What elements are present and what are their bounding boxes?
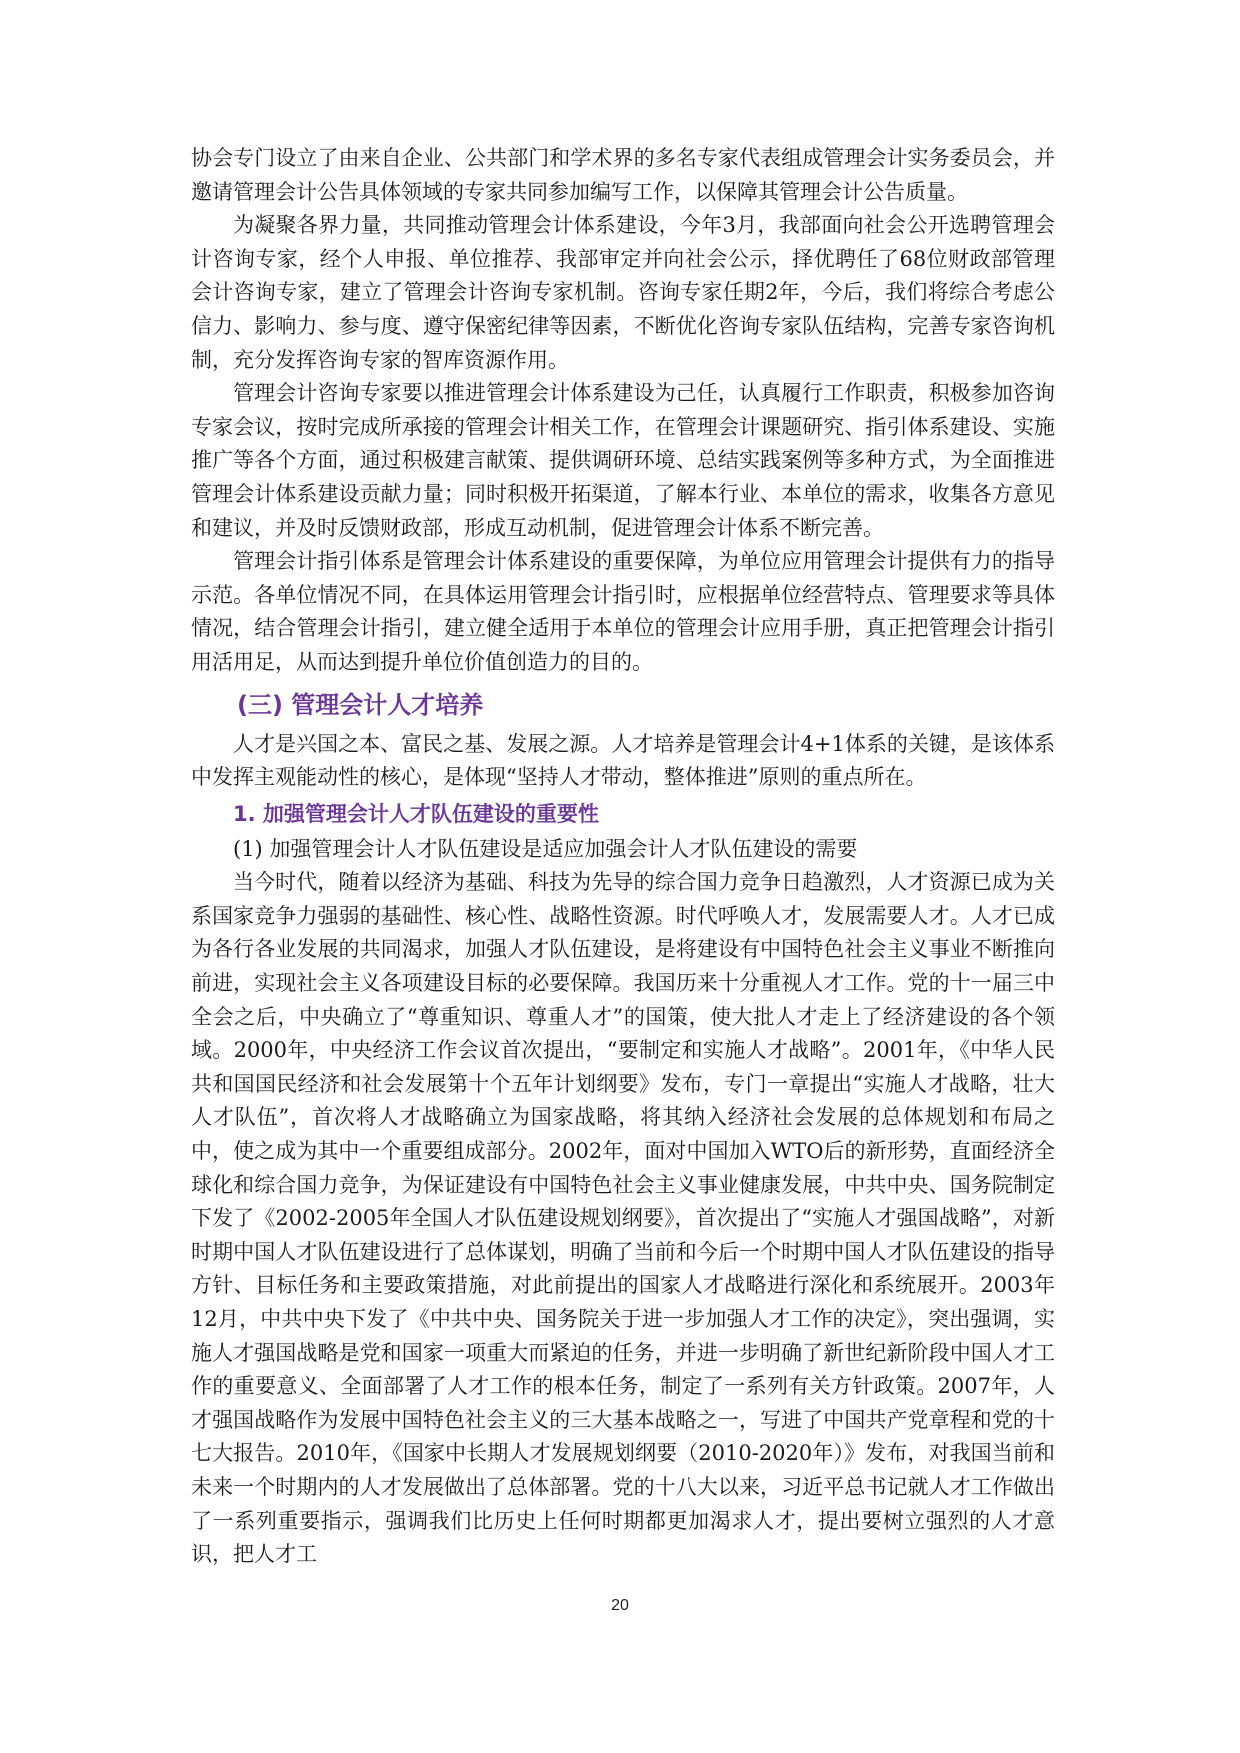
paragraph-consultant-selection: 为凝聚各界力量，共同推动管理会计体系建设，今年3月，我部面向社会公开选聘管理会计咨询专家，经个人申报、单位推荐、我部审定并向社会公示，择优聘任了68位财政部管理会计咨询专家，建立了管理会计咨询专家机制。咨询专家任期2年，今后，我们将综合考虑公信力、影响力、参与度、遵守保密纪律等因素，不断优化咨询专家队伍结构，完善专家咨询机制，充分发挥咨询专家的智库资源作用。 [191, 213, 1055, 372]
paragraph-consultant-duties: 管理会计咨询专家要以推进管理会计体系建设为己任，认真履行工作职责，积极参加咨询专家会议，按时完成所承接的管理会计相关工作，在管理会计课题研究、指引体系建设、实施推广等各个方面，通过积极建言献策、提供调研环境、总结实践案例等多种方式，为全面推进管理会计体系建设贡献力量；同时积极开拓渠道，了解本行业、本单位的需求，收集各方意见和建议，并及时反馈财政部，形成互动机制，促进管理会计体系不断完善。 [191, 381, 1055, 540]
history-paragraph: 当今时代，随着以经济为基础、科技为先导的综合国力竞争日趋激烈，人才资源已成为关系国家竞争力强弱的基础性、核心性、战略性资源。时代呼唤人才，发展需要人才。人才已成为各行各业发展的共同渴求，加强人才队伍建设，是将建设有中国特色社会主义事业不断推向前进，实现社会主义各项建设目标的必要保障。我国历来十分重视人才工作。党的十一届三中全会之后，中央确立了“尊重知识、尊重人才”的国策，使大批人才走上了经济建设的各个领域。2000年，中央经济工作会议首次提出，“要制定和实施人才战略”。2001年，《中华人民共和国国民经济和社会发展第十个五年计划纲要》发布，专门一章提出“实施人才战略，壮大人才队伍”，首次将人才战略确立为国家战略，将其纳入经济社会发展的总体规划和布局之中，使之成为其中一个重要组成部分。2002年，面对中国加入WTO后的新形势，直面经济全球化和综合国力竞争，为保证建设有中国特色社会主义事业健康发展，中共中央、国务院制定下发了《2002-2005年全国人才队伍建设规划纲要》，首次提出了“实施人才强国战略”，对新时期中国人才队伍建设进行了总体谋划，明确了当前和今后一个时期中国人才队伍建设的指导方针、目标任务和主要政策措施，对此前提出的国家人才战略进行深化和系统展开。2003年12月，中共中央下发了《中共中央、国务院关于进一步加强人才工作的决定》，突出强调，实施人才强国战略是党和国家一项重大而紧迫的任务，并进一步明确了新世纪新阶段中国人才工作的重要意义、全面部署了人才工作的根本任务，制定了一系列有关方针政策。2007年，人才强国战略作为发展中国特色社会主义的三大基本战略之一，写进了中国共产党章程和党的十七大报告。2010年，《国家中长期人才发展规划纲要（2010-2020年）》发布，对我国当前和未来一个时期内的人才发展做出了总体部署。党的十八大以来，习近平总书记就人才工作做出了一系列重要指示，强调我们比历史上任何时期都更加渴求人才，提出要树立强烈的人才意识，把人才工 [191, 870, 1055, 1567]
page-number: 20 [611, 1597, 629, 1614]
paragraph-continuation: 协会专门设立了由来自企业、公共部门和学术界的多名专家代表组成管理会计实务委员会，并邀请管理会计公告具体领域的专家共同参加编写工作，以保障其管理会计公告质量。 [191, 146, 1055, 204]
section-intro-paragraph: 人才是兴国之本、富民之基、发展之源。人才培养是管理会计4+1体系的关键，是该体系中发挥主观能动性的核心，是体现“坚持人才带动，整体推进”原则的重点所在。 [191, 731, 1055, 790]
paragraph-guidance-system: 管理会计指引体系是管理会计体系建设的重要保障，为单位应用管理会计提供有力的指导示范。各单位情况不同，在具体运用管理会计指引时，应根据单位经营特点、管理要求等具体情况，结合管理会计指引，建立健全适用于本单位的管理会计应用手册，真正把管理会计指引用活用足，从而达到提升单位价值创造力的目的。 [191, 549, 1055, 674]
page-body [191, 142, 1055, 1572]
subsection-heading: 1. 加强管理会计人才队伍建设的重要性 [233, 801, 599, 826]
subpoint-heading: (1) 加强管理会计人才队伍建设是适应加强会计人才队伍建设的需要 [233, 836, 858, 861]
section-heading: (三) 管理会计人才培养 [237, 690, 484, 719]
